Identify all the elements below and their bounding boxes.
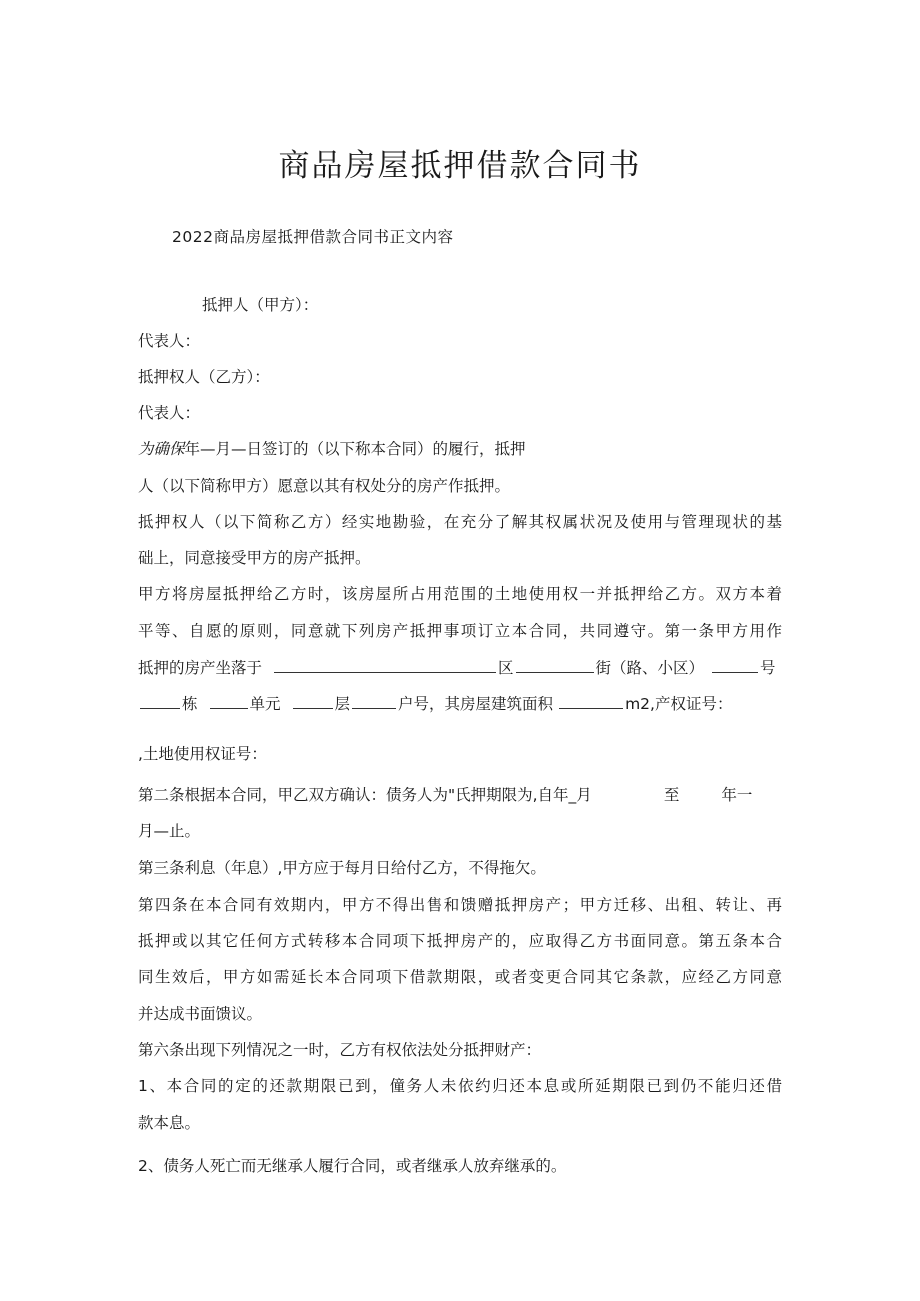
clause-1-line-1: 1、本合同的定的还款期限已到，僮务人未依约归还本息或所延期限已到仍不能归还借 xyxy=(138,1077,782,1095)
paragraph-land-line-2: 平等、自愿的原则，同意就下列房产抵押事项订立本合同，共同遵守。第一条甲方用作 xyxy=(138,622,782,640)
property-location-line xyxy=(138,656,776,679)
street-number-blank-field xyxy=(712,656,758,673)
mortgagee-representative-label: 代表人： xyxy=(138,404,201,422)
number-label: 号 xyxy=(760,659,776,677)
purpose-text: 年—月—日签订的（以下称本合同）的履行，抵押 xyxy=(184,440,526,458)
floor-blank-field xyxy=(293,692,333,709)
article-4-line-3: 同生效后，甲方如需延长本合同项下借款期限，或者变更合同其它条款，应经乙方同意 xyxy=(138,968,782,986)
room-blank-field xyxy=(352,692,396,709)
property-unit-line xyxy=(138,692,732,715)
paragraph-purpose-line-1 xyxy=(138,438,526,460)
mortgagor-label: 抵押人（甲方）： xyxy=(202,296,319,314)
street-label: 街（路、小区） xyxy=(595,659,705,677)
article-2-to: 至 xyxy=(663,786,680,804)
article-2-text: 第二条根据本合同，甲乙双方确认：债务人为"氏押期限为,自年_月 xyxy=(138,786,592,804)
certificate-label: m2,产权证号： xyxy=(625,695,733,713)
article-4-line-2: 抵押或以其它任何方式转移本合同项下抵押房产的，应取得乙方书面同意。第五条本合 xyxy=(138,932,782,950)
clause-2: 2、债务人死亡而无继承人履行合同，或者继承人放弃继承的。 xyxy=(138,1157,567,1175)
paragraph-land-line-1: 甲方将房屋抵押给乙方时，该房屋所占用范围的土地使用权一并抵押给乙方。双方本着 xyxy=(138,585,782,603)
article-6: 第六条出现下列情况之一时，乙方有权依法处分抵押财产： xyxy=(138,1041,542,1059)
land-certificate-line: ,土地使用权证号： xyxy=(138,745,267,763)
paragraph-survey-line-2: 础上，同意接受甲方的房产抵押。 xyxy=(138,549,371,567)
district-blank-field xyxy=(516,656,594,673)
article-2-line-1 xyxy=(138,784,752,806)
article-4-line-4: 并达成书面馈议。 xyxy=(138,1005,263,1023)
paragraph-purpose-line-2: 人（以下简称甲方）愿意以其有权处分的房产作抵押。 xyxy=(138,477,511,495)
paragraph-survey-line-1: 抵押权人（以下简称乙方）经实地勘验，在充分了解其权属状况及使用与管理现状的基 xyxy=(138,513,782,531)
room-area-label: 户号，其房屋建筑面积 xyxy=(398,695,554,713)
purpose-italic-text: 为确保 xyxy=(138,440,185,458)
floor-label: 层 xyxy=(334,695,351,713)
document-title: 商品房屋抵押借款合同书 xyxy=(278,148,642,184)
area-blank-field xyxy=(559,692,623,709)
unit-blank-field xyxy=(210,692,248,709)
mortgagee-label: 抵押权人（乙方）： xyxy=(138,368,270,386)
article-2-line-2: 月—止。 xyxy=(138,822,201,840)
building-label: 栋 xyxy=(182,695,198,713)
location-blank-field xyxy=(274,656,496,673)
location-prefix: 抵押的房产坐落于 xyxy=(138,659,263,677)
article-2-year: 年一 xyxy=(721,786,753,804)
article-4-line-1: 第四条在本合同有效期内，甲方不得出售和馈赠抵押房产；甲方迁移、出租、转让、再 xyxy=(138,896,782,914)
unit-label: 单元 xyxy=(249,695,281,713)
clause-1-line-2: 款本息。 xyxy=(138,1114,201,1132)
article-3: 第三条利息（年息）,甲方应于每月日给付乙方，不得拖欠。 xyxy=(138,859,546,877)
building-blank-field xyxy=(140,692,180,709)
district-label: 区 xyxy=(498,659,514,677)
mortgagor-representative-label: 代表人： xyxy=(138,332,201,350)
document-subtitle: 2022商品房屋抵押借款合同书正文内容 xyxy=(172,228,454,246)
